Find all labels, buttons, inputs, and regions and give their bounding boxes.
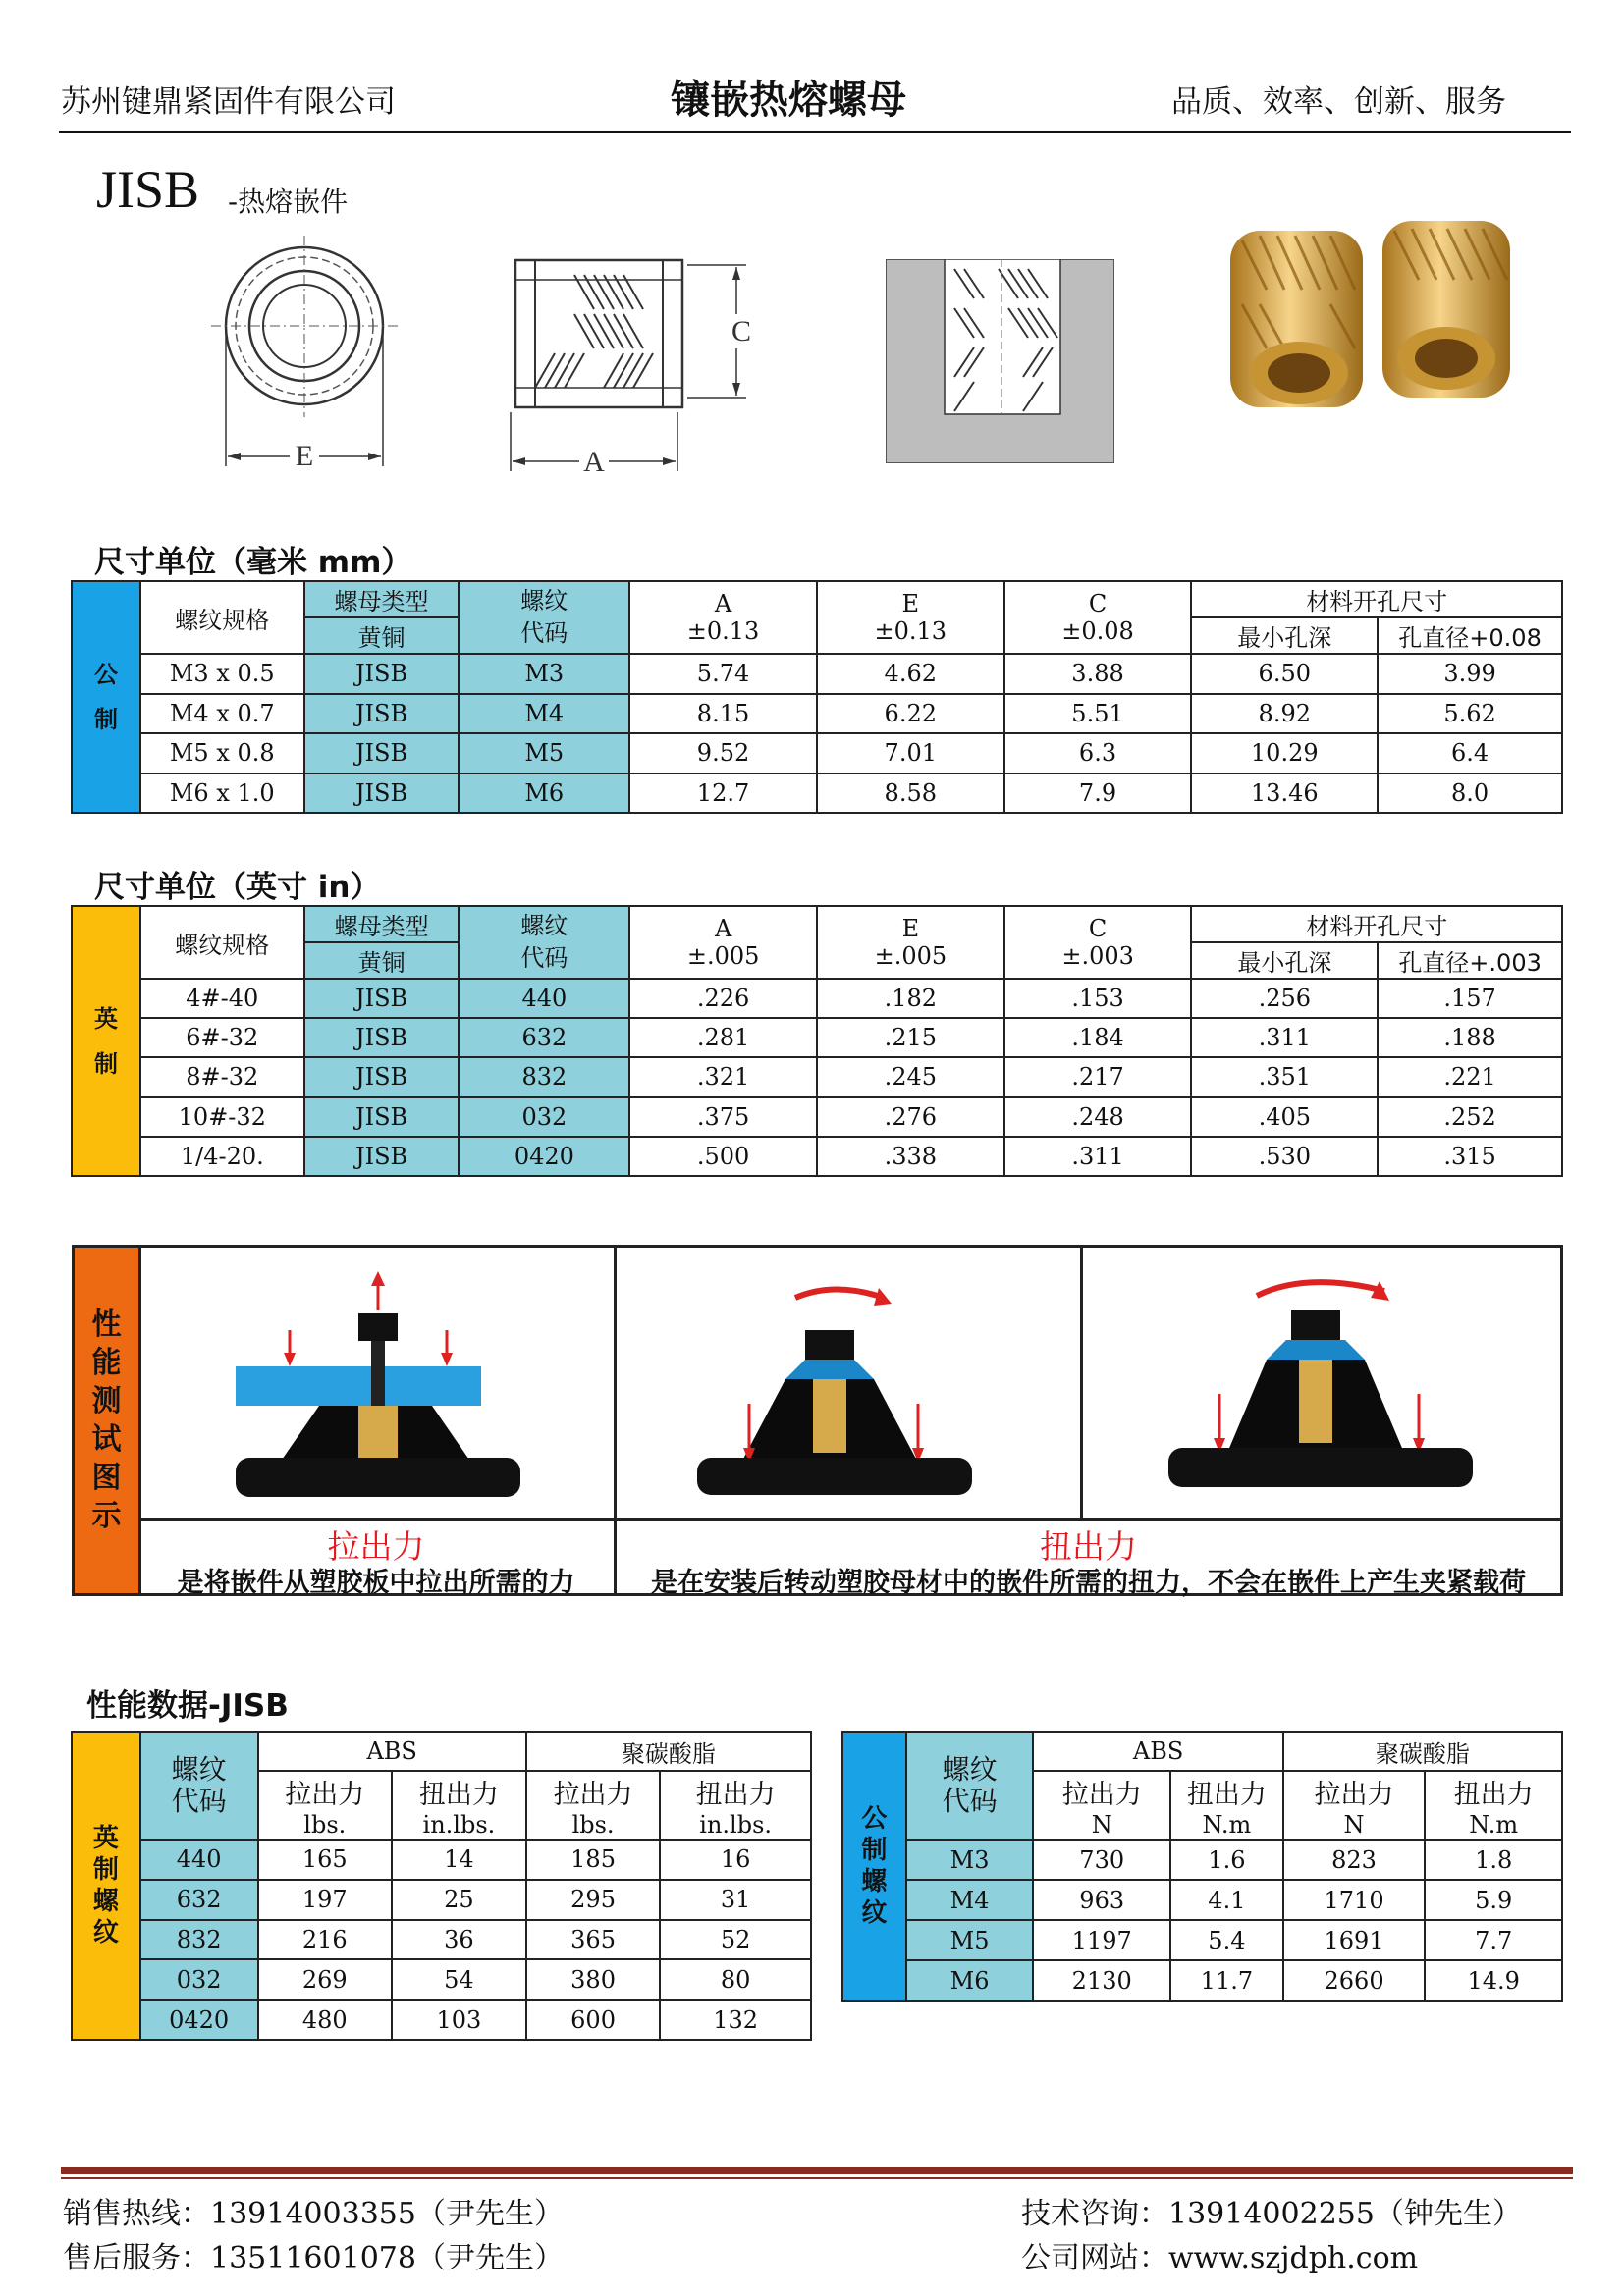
slogan: 品质、效率、创新、服务 <box>1171 84 1506 120</box>
pull-out-test-illustration <box>236 1256 520 1502</box>
table-row: 0420 480 103 600 132 <box>72 2000 811 2040</box>
imperial-side-label: 英 制 <box>72 906 140 1176</box>
pull-force-desc: 是将嵌件从塑胶板中拉出所需的力 <box>177 1568 575 1598</box>
th-thread-code: 螺纹 代码 <box>906 1732 1034 1840</box>
dim-label-e: E <box>295 440 314 472</box>
th-pc-torque: 扭出力 in.lbs. <box>660 1771 811 1840</box>
tech-consult: 技术咨询：13914002255（钟先生） <box>1021 2197 1522 2231</box>
th-hole-size: 材料开孔尺寸 <box>1191 581 1562 617</box>
table-row: 832 216 36 365 52 <box>72 1920 811 1960</box>
th-abs: ABS <box>1033 1732 1282 1771</box>
table-row: M3 x 0.5 JISB M3 5.74 4.62 3.88 6.50 3.99 <box>72 654 1562 694</box>
th-pc-pull: 拉出力 lbs. <box>526 1771 661 1840</box>
th-a: A ±.005 <box>629 906 817 979</box>
th-thread-spec: 螺纹规格 <box>140 906 304 979</box>
sales-hotline: 销售热线：13914003355（尹先生） <box>63 2197 564 2231</box>
th-c: C ±0.08 <box>1004 581 1192 654</box>
th-hole-dia: 孔直径+.003 <box>1378 942 1562 979</box>
table-row: M6 x 1.0 JISB M6 12.7 8.58 7.9 13.46 8.0 <box>72 774 1562 814</box>
th-e: E ±0.13 <box>817 581 1004 654</box>
metric-perf-side-label: 公 制 螺 纹 <box>842 1732 906 2001</box>
torque-force-title: 扭出力 <box>1040 1527 1137 1566</box>
th-min-depth: 最小孔深 <box>1191 942 1378 979</box>
torque-force-desc: 是在安装后转动塑胶母材中的嵌件所需的扭力，不会在嵌件上产生夹紧载荷 <box>651 1568 1526 1598</box>
th-hole-dia: 孔直径+0.08 <box>1378 617 1562 654</box>
table-row: M3 730 1.6 823 1.8 <box>842 1840 1562 1880</box>
th-nut-type: 螺母类型 <box>304 581 460 617</box>
table-row: 6#-32 JISB 632 .281 .215 .184 .311 .188 <box>72 1018 1562 1057</box>
table-row: M5 1197 5.4 1691 7.7 <box>842 1920 1562 1960</box>
th-e: E ±.005 <box>817 906 1004 979</box>
imperial-performance-table <box>71 1731 812 2041</box>
table-row: M6 2130 11.7 2660 14.9 <box>842 1960 1562 2001</box>
pull-force-title: 拉出力 <box>327 1527 425 1566</box>
metric-side-label: 公 制 <box>72 581 140 813</box>
th-abs: ABS <box>258 1732 526 1771</box>
company-name: 苏州键鼎紧固件有限公司 <box>61 84 396 120</box>
product-model: JISB <box>96 160 200 219</box>
dim-label-a: A <box>583 446 605 478</box>
th-abs-torque: 扭出力 N.m <box>1170 1771 1283 1840</box>
table-row: 440 165 14 185 16 <box>72 1840 811 1880</box>
table-row: M4 963 4.1 1710 5.9 <box>842 1880 1562 1920</box>
table-row: 632 197 25 295 31 <box>72 1880 811 1920</box>
product-subtitle: -热熔嵌件 <box>228 186 349 218</box>
company-website[interactable]: 公司网站：www.szjdph.com <box>1021 2241 1419 2275</box>
table-row: M4 x 0.7 JISB M4 8.15 6.22 5.51 8.92 5.62 <box>72 694 1562 734</box>
th-thread-code: 螺纹 代码 <box>140 1732 258 1840</box>
th-brass: 黄铜 <box>304 942 460 979</box>
metric-performance-table <box>841 1731 1563 2002</box>
dim-label-c: C <box>731 315 752 347</box>
performance-side-label: 性 能 测 试 图 示 <box>75 1248 138 1593</box>
th-abs-pull: 拉出力 N <box>1033 1771 1170 1840</box>
installed-section-drawing <box>886 259 1114 463</box>
table-row: 032 269 54 380 80 <box>72 1959 811 2000</box>
table-row: M5 x 0.8 JISB M5 9.52 7.01 6.3 10.29 6.4 <box>72 733 1562 774</box>
brass-insert-photo <box>1222 211 1517 422</box>
th-thread-code: 螺纹 代码 <box>459 906 629 979</box>
th-pc: 聚碳酸脂 <box>526 1732 811 1771</box>
table-row: 8#-32 JISB 832 .321 .245 .217 .351 .221 <box>72 1057 1562 1096</box>
th-pc-torque: 扭出力 N.m <box>1425 1771 1562 1840</box>
th-brass: 黄铜 <box>304 617 460 654</box>
footer-divider <box>61 2167 1573 2174</box>
th-nut-type: 螺母类型 <box>304 906 460 942</box>
th-c: C ±.003 <box>1004 906 1192 979</box>
th-pc-pull: 拉出力 N <box>1283 1771 1426 1840</box>
torque-test-illustration-1 <box>687 1256 982 1502</box>
side-view-drawing <box>501 250 766 481</box>
th-hole-size: 材料开孔尺寸 <box>1191 906 1562 942</box>
th-min-depth: 最小孔深 <box>1191 617 1378 654</box>
imperial-section-title: 尺寸单位（英寸 in） <box>94 870 381 905</box>
th-abs-pull: 拉出力 lbs. <box>258 1771 393 1840</box>
front-view-drawing <box>211 236 407 481</box>
torque-test-illustration-2 <box>1159 1256 1473 1502</box>
table-row: 4#-40 JISB 440 .226 .182 .153 .256 .157 <box>72 979 1562 1018</box>
metric-dimension-table <box>71 580 1563 814</box>
table-row: 1/4-20. JISB 0420 .500 .338 .311 .530 .315 <box>72 1137 1562 1176</box>
th-pc: 聚碳酸脂 <box>1283 1732 1562 1771</box>
th-thread-code: 螺纹 代码 <box>459 581 629 654</box>
metric-section-title: 尺寸单位（毫米 mm） <box>94 545 412 580</box>
imperial-dimension-table <box>71 905 1563 1177</box>
th-thread-spec: 螺纹规格 <box>140 581 304 654</box>
imperial-perf-side-label: 英 制 螺 纹 <box>72 1732 140 2040</box>
after-sales-service: 售后服务：13511601078（尹先生） <box>63 2241 564 2275</box>
page-title: 镶嵌热熔螺母 <box>671 78 906 123</box>
th-abs-torque: 扭出力 in.lbs. <box>392 1771 526 1840</box>
th-a: A ±0.13 <box>629 581 817 654</box>
perf-data-title: 性能数据-JISB <box>86 1688 289 1724</box>
header-divider <box>59 131 1571 133</box>
table-row: 10#-32 JISB 032 .375 .276 .248 .405 .252 <box>72 1097 1562 1137</box>
